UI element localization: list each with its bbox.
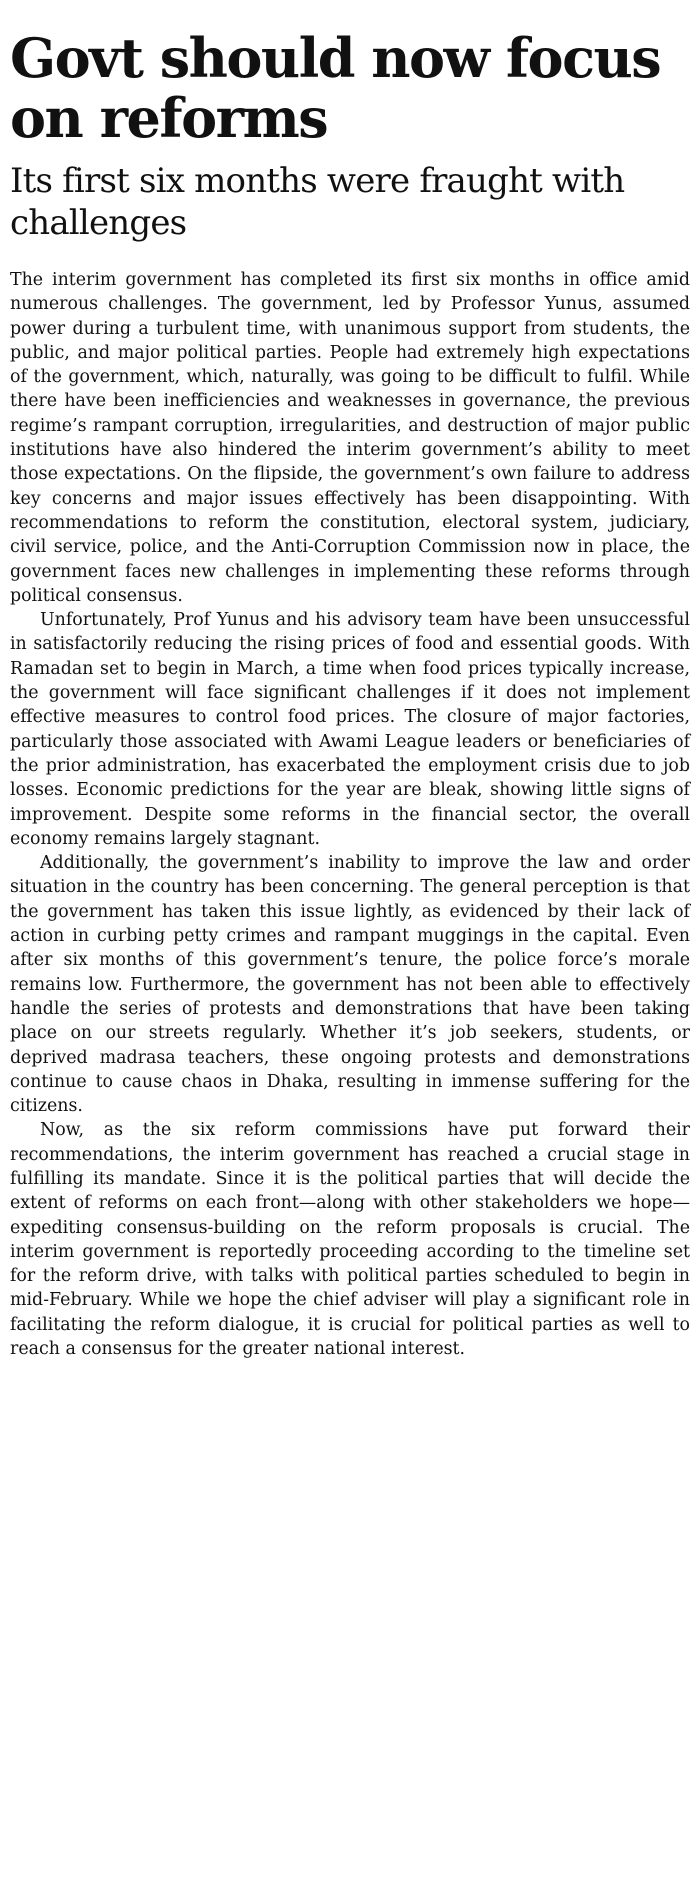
article-body xyxy=(10,268,690,1361)
subheadline: Its first six months were fraught with challenges xyxy=(10,161,625,243)
paragraph: Unfortunately, Prof Yunus and his advisory team have been unsuccessful in satisfactorily reducing the rising prices of food and essential goods. With Ramadan set to begin in March, a time when food prices typically increase, the government will face significant challenges if it does not implement effective measures to control food prices. The closure of major factories, particularly those associated with Awami League leaders or beneficiaries of the prior administration, has exacerbated the employment crisis due to job losses. Economic predictions for the year are bleak, showing little signs of improvement. Despite some reforms in the financial sector, the overall economy remains largely stagnant. xyxy=(10,610,690,849)
paragraph: Now, as the six reform commissions have put forward their recommendations, the interim government has reached a crucial stage in fulfilling its mandate. Since it is the political parties that will decide the extent of reforms on each front—along with other stakeholders we hope—expediting consensus-building on the reform proposals is crucial. The interim government is reportedly proceeding according to the timeline set for the reform drive, with talks with political parties scheduled to begin in mid-February. While we hope the chief adviser will play a significant role in facilitating the reform dialogue, it is crucial for political parties as well to reach a consensus for the greater national interest. xyxy=(10,1120,690,1360)
paragraph: The interim government has completed its first six months in office amid numerous challenges. The government, led by Professor Yunus, assumed power during a turbulent time, with unanimous support from students, the public, and major political parties. People had extremely high expectations of the government, which, naturally, was going to be difficult to fulfil. While there have been inefficiencies and weaknesses in governance, the previous regime’s rampant corruption, irregularities, and destruction of major public institutions have also hindered the interim government’s ability to meet those expectations. On the flipside, the government’s own failure to address key concerns and major issues effectively has been disappointing. With recommendations to reform the constitution, electoral system, judiciary, civil service, police, and the Anti-Corruption Commission now in place, the government faces new challenges in implementing these reforms through political consensus. xyxy=(10,270,690,606)
paragraph: Additionally, the government’s inability to improve the law and order situation in the country has been concerning. The general perception is that the government has taken this issue lightly, as evidenced by their lack of action in curbing petty crimes and rampant muggings in the capital. Even after six months of this government’s tenure, the police force’s morale remains low. Furthermore, the government has not been able to effectively handle the series of protests and demonstrations that have been taking place on our streets regularly. Whether it’s job seekers, students, or deprived madrasa teachers, these ongoing protests and demonstrations continue to cause chaos in Dhaka, resulting in immense suffering for the citizens. xyxy=(10,853,690,1117)
headline: Govt should now focus on reforms xyxy=(10,26,661,150)
